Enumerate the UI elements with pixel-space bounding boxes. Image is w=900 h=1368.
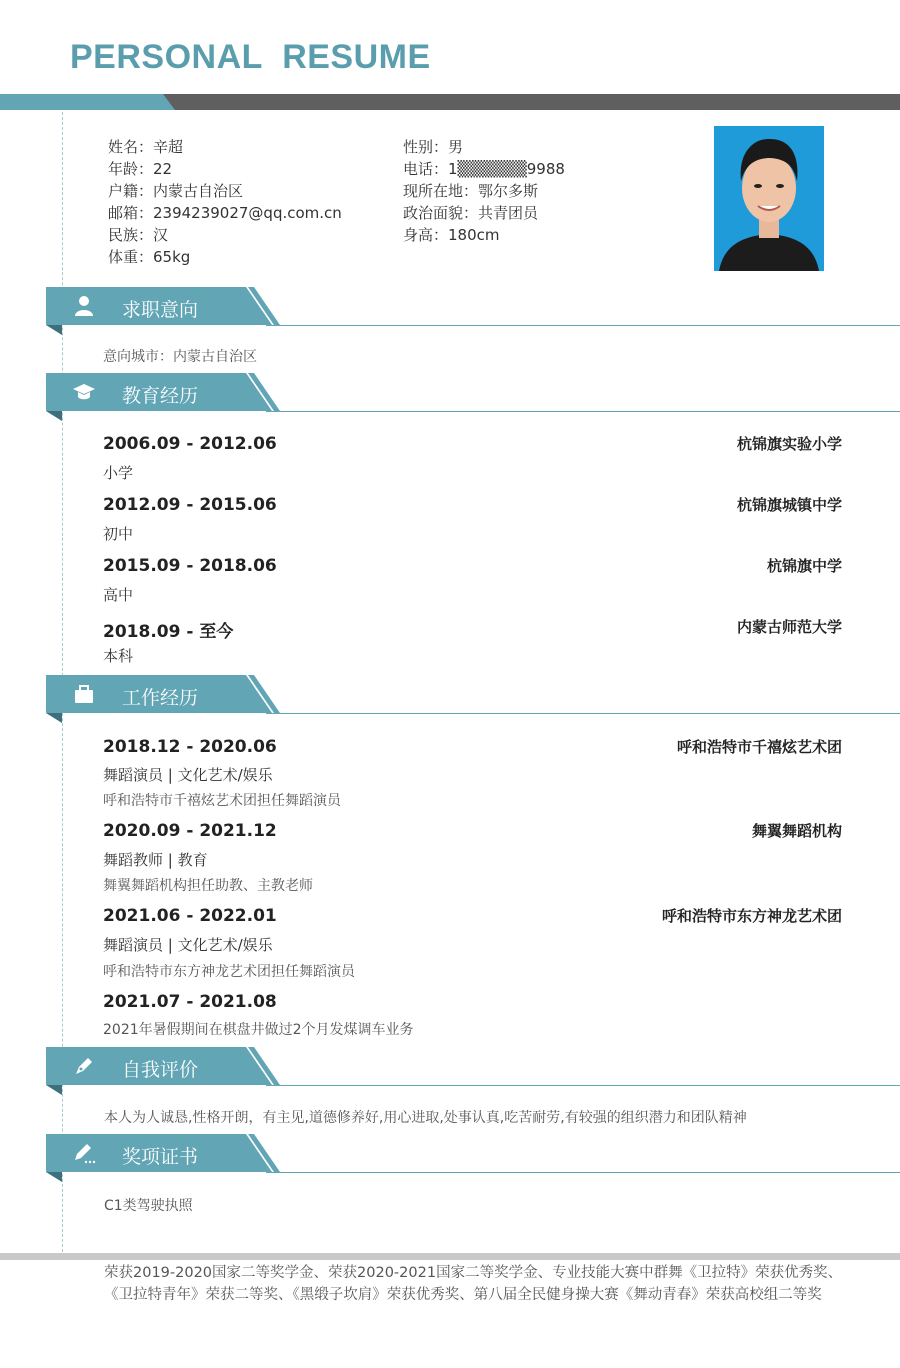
section-title: 工作经历 <box>122 687 199 709</box>
edu-school: 杭锦旗城镇中学 <box>736 496 842 514</box>
edu-school: 杭锦旗实验小学 <box>736 435 842 453</box>
edu-date: 2015.09 - 2018.06 <box>103 556 277 576</box>
section-title: 自我评价 <box>122 1059 199 1081</box>
honors-text: 荣获2019-2020国家二等奖学金、荣获2020-2021国家二等奖学金、专业技能大赛中群舞《卫拉特》荣获优秀奖、《卫拉特青年》荣获二等奖、《黑缎子坎肩》荣获优秀奖、第八届全民健身操大赛《舞动青春》荣获高校组二等奖 <box>104 1265 843 1303</box>
info-gender: 性别：男 <box>403 138 464 156</box>
profile-photo <box>714 126 824 271</box>
edu-date: 2006.09 - 2012.06 <box>103 434 277 454</box>
header-bar-accent <box>0 94 175 110</box>
section-title: 教育经历 <box>122 385 199 407</box>
work-desc: 呼和浩特市东方神龙艺术团担任舞蹈演员 <box>103 964 355 980</box>
info-age: 年龄：22 <box>108 160 173 178</box>
work-org: 舞翼舞蹈机构 <box>751 822 842 840</box>
page-break-bar <box>0 1253 900 1260</box>
edu-level: 高中 <box>103 586 134 604</box>
resume-title: PERSONAL RESUME <box>70 38 431 76</box>
section-fold <box>46 1085 62 1095</box>
edu-date: 2018.09 - 至今 <box>103 622 234 642</box>
graduation-cap-icon <box>72 380 96 404</box>
pen-icon <box>72 1054 96 1078</box>
info-weight: 体重：65kg <box>108 248 191 266</box>
work-org: 呼和浩特市东方神龙艺术团 <box>661 907 842 925</box>
work-role: 舞蹈教师 | 教育 <box>103 851 208 869</box>
info-name: 姓名：辛超 <box>108 138 184 156</box>
section-title: 求职意向 <box>122 299 199 321</box>
work-role: 舞蹈演员 | 文化艺术/娱乐 <box>103 936 273 954</box>
award-license: C1类驾驶执照 <box>104 1198 193 1214</box>
pencil-icon <box>72 1141 96 1165</box>
work-date: 2018.12 - 2020.06 <box>103 737 277 757</box>
briefcase-icon <box>72 682 96 706</box>
job-intent-city: 意向城市：内蒙古自治区 <box>103 349 257 365</box>
section-title: 奖项证书 <box>122 1146 199 1168</box>
section-fold <box>46 713 62 723</box>
section-divider <box>266 411 900 412</box>
edu-date: 2012.09 - 2015.06 <box>103 495 277 515</box>
work-date: 2021.07 - 2021.08 <box>103 992 277 1012</box>
work-date: 2021.06 - 2022.01 <box>103 906 277 926</box>
work-desc: 呼和浩特市千禧炫艺术团担任舞蹈演员 <box>103 793 341 809</box>
info-location: 现所在地：鄂尔多斯 <box>403 182 539 200</box>
edu-school: 杭锦旗中学 <box>766 557 842 575</box>
info-height: 身高：180cm <box>403 226 500 244</box>
edu-level: 小学 <box>103 464 134 482</box>
person-icon <box>72 294 96 318</box>
work-desc: 2021年暑假期间在棋盘井做过2个月发煤调车业务 <box>103 1022 414 1038</box>
section-divider <box>266 325 900 326</box>
self-eval-text: 本人为人诚恳,性格开朗，有主见,道德修养好,用心进取,处事认真,吃苦耐劳,有较强的组织潜力和团队精神 <box>104 1110 747 1126</box>
info-hukou: 户籍：内蒙古自治区 <box>108 182 244 200</box>
section-divider <box>266 1172 900 1173</box>
section-divider <box>266 1085 900 1086</box>
edu-level: 初中 <box>103 525 134 543</box>
work-org: 呼和浩特市千禧炫艺术团 <box>676 738 842 756</box>
edu-level: 本科 <box>103 647 134 665</box>
edu-school: 内蒙古师范大学 <box>736 618 842 636</box>
info-phone: 电话：1▒▒▒▒▒▒9988 <box>403 160 565 178</box>
work-role: 舞蹈演员 | 文化艺术/娱乐 <box>103 766 273 784</box>
work-desc: 舞翼舞蹈机构担任助教、主教老师 <box>103 878 313 894</box>
info-political: 政治面貌：共青团员 <box>403 204 539 222</box>
section-fold <box>46 411 62 421</box>
work-date: 2020.09 - 2021.12 <box>103 821 277 841</box>
info-ethnicity: 民族：汉 <box>108 226 169 244</box>
section-divider <box>266 713 900 714</box>
section-fold <box>46 325 62 335</box>
section-fold <box>46 1172 62 1182</box>
info-email: 邮箱：2394239027@qq.com.cn <box>108 204 342 222</box>
